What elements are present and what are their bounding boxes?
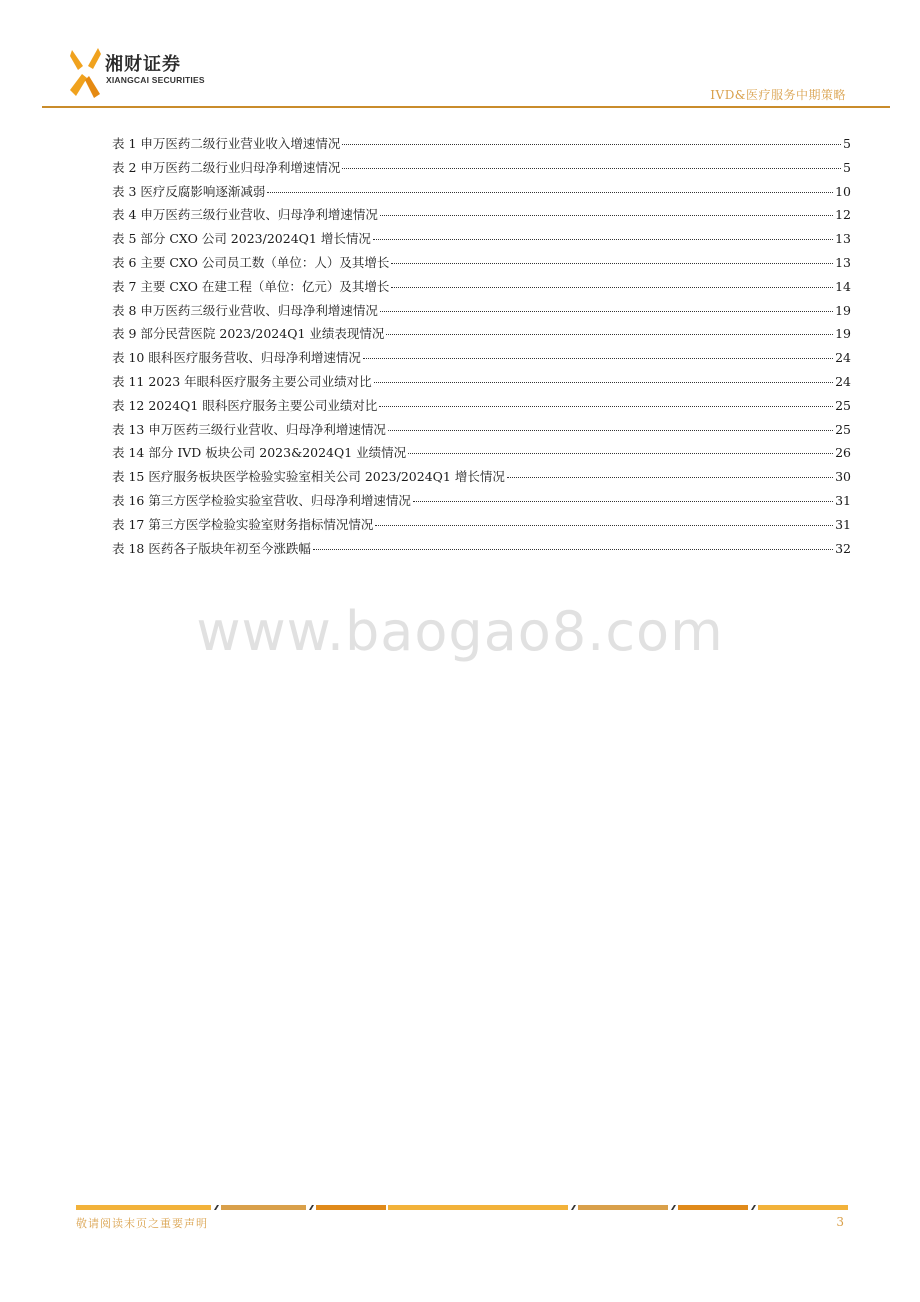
toc-dot-leader bbox=[342, 167, 841, 169]
toc-entry[interactable] bbox=[112, 370, 851, 394]
toc-dot-leader bbox=[413, 500, 833, 502]
table-of-contents bbox=[112, 132, 851, 560]
toc-entry[interactable] bbox=[112, 251, 851, 275]
toc-entry-title: 表 9 部分民营医院 2023/2024Q1 业绩表现情况 bbox=[112, 326, 385, 342]
toc-entry-page: 13 bbox=[835, 254, 851, 270]
toc-entry-title: 表 11 2023 年眼科医疗服务主要公司业绩对比 bbox=[112, 373, 372, 389]
toc-entry[interactable] bbox=[112, 203, 851, 227]
toc-entry[interactable] bbox=[112, 346, 851, 370]
toc-dot-leader bbox=[375, 524, 833, 526]
logo-mark-icon bbox=[68, 46, 102, 100]
toc-entry[interactable] bbox=[112, 180, 851, 204]
toc-dot-leader bbox=[342, 143, 841, 145]
toc-entry-page: 26 bbox=[835, 445, 851, 461]
toc-entry-page: 25 bbox=[835, 397, 851, 413]
toc-dot-leader bbox=[391, 286, 833, 288]
toc-entry-title: 表 3 医疗反腐影响逐渐减弱 bbox=[112, 183, 266, 199]
toc-entry[interactable] bbox=[112, 441, 851, 465]
toc-dot-leader bbox=[379, 405, 833, 407]
toc-dot-leader bbox=[380, 214, 833, 216]
company-logo bbox=[68, 46, 218, 102]
toc-entry-title: 表 1 申万医药二级行业营业收入增速情况 bbox=[112, 136, 341, 151]
toc-entry[interactable] bbox=[112, 299, 851, 323]
toc-entry-page: 19 bbox=[835, 326, 851, 342]
toc-entry[interactable] bbox=[112, 465, 851, 489]
toc-entry-page: 30 bbox=[835, 469, 851, 485]
toc-entry-page: 31 bbox=[835, 516, 851, 532]
toc-entry-title: 表 10 眼科医疗服务营收、归母净利增速情况 bbox=[112, 350, 361, 366]
toc-entry-title: 表 12 2024Q1 眼科医疗服务主要公司业绩对比 bbox=[112, 397, 378, 413]
toc-entry[interactable] bbox=[112, 489, 851, 513]
toc-entry-page: 24 bbox=[835, 350, 851, 366]
toc-entry-title: 表 17 第三方医学检验实验室财务指标情况情况 bbox=[112, 516, 374, 532]
toc-entry[interactable] bbox=[112, 322, 851, 346]
page-number: 3 bbox=[836, 1215, 844, 1229]
toc-entry-title: 表 14 部分 IVD 板块公司 2023&2024Q1 业绩情况 bbox=[112, 445, 407, 461]
toc-dot-leader bbox=[267, 191, 833, 193]
toc-dot-leader bbox=[388, 429, 833, 431]
toc-entry[interactable] bbox=[112, 156, 851, 180]
toc-entry-page: 31 bbox=[835, 492, 851, 508]
toc-dot-leader bbox=[373, 238, 833, 240]
toc-dot-leader bbox=[507, 476, 833, 478]
toc-entry-title: 表 15 医疗服务板块医学检验实验室相关公司 2023/2024Q1 增长情况 bbox=[112, 469, 505, 485]
header-divider bbox=[42, 106, 890, 108]
footer-decorative-bar bbox=[76, 1205, 848, 1210]
toc-entry[interactable] bbox=[112, 394, 851, 418]
toc-entry-page: 10 bbox=[835, 183, 851, 199]
toc-dot-leader bbox=[374, 381, 833, 383]
toc-dot-leader bbox=[386, 333, 833, 335]
toc-entry-page: 13 bbox=[835, 231, 851, 247]
toc-entry[interactable] bbox=[112, 537, 851, 561]
toc-entry-page: 25 bbox=[835, 421, 851, 437]
toc-entry-page: 32 bbox=[835, 540, 851, 556]
toc-entry-title: 表 16 第三方医学检验实验室营收、归母净利增速情况 bbox=[112, 492, 411, 508]
disclaimer-note: 敬请阅读末页之重要声明 bbox=[76, 1217, 208, 1230]
toc-entry-page: 12 bbox=[835, 207, 851, 223]
toc-entry-page: 5 bbox=[843, 159, 851, 175]
brand-name-en: XIANGCAI SECURITIES bbox=[106, 75, 205, 85]
toc-entry-title: 表 13 申万医药三级行业营收、归母净利增速情况 bbox=[112, 421, 386, 437]
toc-dot-leader bbox=[391, 262, 833, 264]
toc-entry-title: 表 4 申万医药三级行业营收、归母净利增速情况 bbox=[112, 207, 378, 223]
toc-entry-title: 表 8 申万医药三级行业营收、归母净利增速情况 bbox=[112, 302, 378, 318]
toc-entry-title: 表 18 医药各子版块年初至今涨跌幅 bbox=[112, 540, 311, 556]
toc-entry-title: 表 7 主要 CXO 在建工程（单位：亿元）及其增长 bbox=[112, 278, 390, 294]
toc-entry-title: 表 5 部分 CXO 公司 2023/2024Q1 增长情况 bbox=[112, 231, 371, 247]
toc-dot-leader bbox=[380, 310, 833, 312]
brand-name-cn: 湘财证券 bbox=[105, 54, 181, 75]
toc-entry[interactable] bbox=[112, 227, 851, 251]
toc-entry[interactable] bbox=[112, 132, 851, 156]
toc-dot-leader bbox=[408, 452, 833, 454]
toc-entry-title: 表 6 主要 CXO 公司员工数（单位：人）及其增长 bbox=[112, 254, 390, 270]
toc-entry[interactable] bbox=[112, 513, 851, 537]
watermark: www.baogao8.com bbox=[196, 600, 724, 663]
toc-dot-leader bbox=[313, 548, 833, 550]
toc-dot-leader bbox=[363, 357, 833, 359]
toc-entry[interactable] bbox=[112, 275, 851, 299]
document-title: IVD&医疗服务中期策略 bbox=[710, 88, 846, 102]
toc-entry-page: 19 bbox=[835, 302, 851, 318]
toc-entry-page: 14 bbox=[835, 278, 851, 294]
toc-entry[interactable] bbox=[112, 418, 851, 442]
toc-entry-page: 5 bbox=[843, 136, 851, 151]
toc-entry-page: 24 bbox=[835, 373, 851, 389]
toc-entry-title: 表 2 申万医药二级行业归母净利增速情况 bbox=[112, 159, 341, 175]
